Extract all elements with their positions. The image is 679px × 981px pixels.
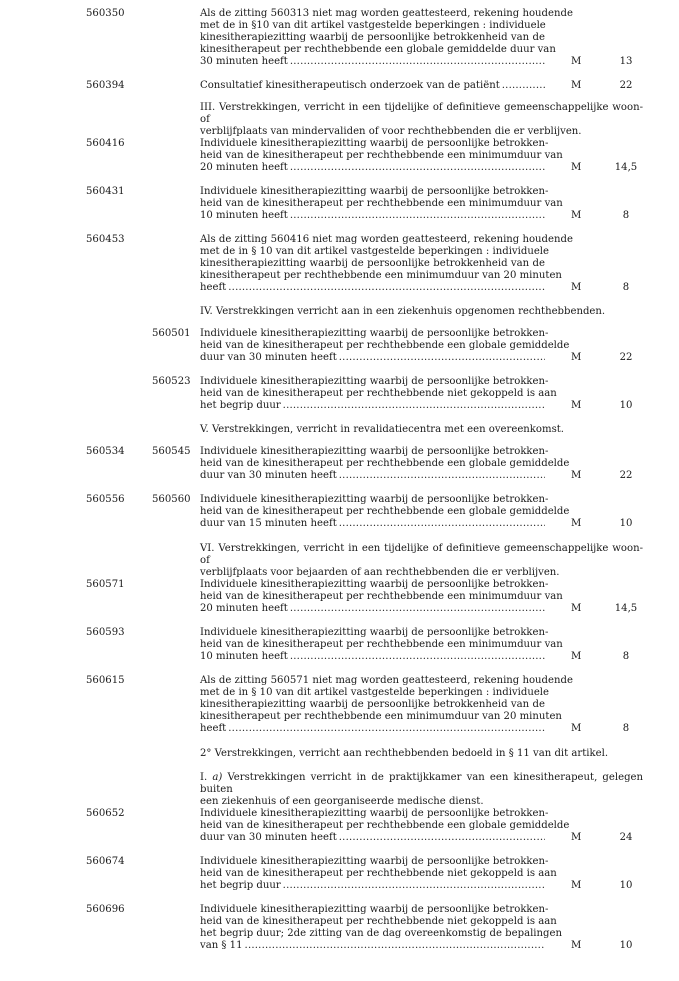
key-letter: M [571, 80, 582, 91]
dot-leader [283, 880, 545, 892]
entry-description [200, 904, 562, 952]
description-last-line [200, 80, 545, 92]
nomenclature-code: 560593 [86, 627, 125, 638]
coefficient-value: 8 [622, 651, 630, 662]
heading-line [200, 306, 643, 318]
heading-text: verblijfplaats van mindervaliden of voor rechthebbenden die er verblijven. [200, 126, 582, 137]
entry-description [200, 80, 545, 92]
entry-description [200, 234, 573, 294]
description-line: kinesitherapeut per rechthebbende een globale gemiddelde duur van [200, 44, 556, 55]
nomenclature-code-secondary: 560501 [152, 328, 191, 339]
section-heading [200, 772, 643, 808]
nomenclature-code: 560431 [86, 186, 125, 197]
description-line: heid van de kinesitherapeut per rechthebbende een globale gemiddelde [200, 340, 570, 351]
section-heading [200, 748, 643, 760]
entry-description [200, 138, 563, 174]
coefficient-value: 10 [619, 400, 633, 411]
description-last-line [200, 832, 545, 844]
description-text: duur van 30 minuten heeft [200, 352, 337, 363]
description-line: Individuele kinesitherapiezitting waarbij de persoonlijke betrokken- [200, 138, 549, 149]
nomenclature-code: 560674 [86, 856, 125, 867]
description-line: heid van de kinesitherapeut per rechthebbende een globale gemiddelde [200, 506, 570, 517]
description-last-line [200, 603, 545, 615]
description-line: met de in § 10 van dit artikel vastgestelde beperkingen : individuele [200, 246, 549, 257]
description-line: Als de zitting 560571 niet mag worden geattesteerd, rekening houdende [200, 675, 573, 686]
entry-description [200, 8, 573, 68]
key-letter: M [571, 282, 582, 293]
description-text: heeft [200, 723, 227, 734]
section-heading [200, 306, 643, 318]
description-line: Individuele kinesitherapiezitting waarbij de persoonlijke betrokken- [200, 186, 549, 197]
description-line: Individuele kinesitherapiezitting waarbij de persoonlijke betrokken- [200, 376, 549, 387]
heading-line [200, 543, 643, 567]
key-letter: M [571, 940, 582, 951]
description-line: kinesitherapiezitting waarbij de persoonlijke betrokkenheid van de [200, 32, 545, 43]
nomenclature-code: 560416 [86, 138, 125, 149]
description-text: duur van 30 minuten heeft [200, 470, 337, 481]
description-line: Individuele kinesitherapiezitting waarbij de persoonlijke betrokken- [200, 328, 549, 339]
description-text: heeft [200, 282, 227, 293]
description-text: het begrip duur [200, 880, 281, 891]
coefficient-value: 8 [622, 723, 630, 734]
description-last-line [200, 518, 545, 530]
description-line: heid van de kinesitherapeut per rechthebbende een globale gemiddelde [200, 458, 570, 469]
description-line: Individuele kinesitherapiezitting waarbij de persoonlijke betrokken- [200, 627, 549, 638]
dot-leader [339, 832, 545, 844]
description-last-line [200, 880, 545, 892]
key-letter: M [571, 470, 582, 481]
description-last-line [200, 56, 545, 68]
description-last-line [200, 400, 545, 412]
entry-description [200, 328, 570, 364]
description-line: kinesitherapeut per rechthebbende een minimumduur van 20 minuten [200, 270, 562, 281]
nomenclature-code: 560350 [86, 8, 125, 19]
heading-text: Verstrekkingen verricht in de praktijkkamer van een kinesitherapeut, gelegen buiten [200, 772, 643, 795]
nomenclature-code: 560571 [86, 579, 125, 590]
heading-line [200, 126, 643, 138]
entry-description [200, 627, 563, 663]
section-heading [200, 102, 643, 138]
description-line: heid van de kinesitherapeut per rechthebbende een globale gemiddelde [200, 820, 570, 831]
coefficient-value: 8 [622, 282, 630, 293]
heading-line [200, 772, 643, 796]
heading-text: III. Verstrekkingen, verricht in een tijdelijke of definitieve gemeenschappelijke woon- of [200, 102, 643, 125]
heading-text: 2° Verstrekkingen, verricht aan rechthebbenden bedoeld in § 11 van dit artikel. [200, 748, 609, 759]
key-letter: M [571, 651, 582, 662]
description-text: duur van 30 minuten heeft [200, 832, 337, 843]
coefficient-value: 10 [619, 518, 633, 529]
entry-description [200, 376, 557, 412]
section-heading [200, 424, 643, 436]
nomenclature-code: 560453 [86, 234, 125, 245]
dot-leader [290, 603, 545, 615]
dot-leader [290, 210, 545, 222]
dot-leader [245, 940, 545, 952]
dot-leader [339, 352, 545, 364]
key-letter: M [571, 210, 582, 221]
nomenclature-code: 560696 [86, 904, 125, 915]
section-heading [200, 543, 643, 579]
key-letter: M [571, 880, 582, 891]
key-letter: M [571, 832, 582, 843]
heading-text: V. Verstrekkingen, verricht in revalidatiecentra met een overeenkomst. [200, 424, 565, 435]
description-last-line [200, 210, 545, 222]
nomenclature-code-secondary: 560560 [152, 494, 191, 505]
key-letter: M [571, 603, 582, 614]
nomenclature-code: 560394 [86, 80, 125, 91]
description-line: Als de zitting 560313 niet mag worden geattesteerd, rekening houdende [200, 8, 573, 19]
heading-text: VI. Verstrekkingen, verricht in een tijdelijke of definitieve gemeenschappelijke woon- of [200, 543, 643, 566]
description-line: Als de zitting 560416 niet mag worden geattesteerd, rekening houdende [200, 234, 573, 245]
nomenclature-code-secondary: 560523 [152, 376, 191, 387]
heading-line [200, 796, 643, 808]
nomenclature-code: 560652 [86, 808, 125, 819]
coefficient-value: 8 [622, 210, 630, 221]
description-line: met de in § 10 van dit artikel vastgestelde beperkingen : individuele [200, 687, 549, 698]
dot-leader [283, 400, 545, 412]
dot-leader [290, 651, 545, 663]
coefficient-value: 10 [619, 880, 633, 891]
description-last-line [200, 651, 545, 663]
entry-description [200, 808, 570, 844]
coefficient-value: 14,5 [614, 162, 638, 173]
description-line: heid van de kinesitherapeut per rechthebbende een minimumduur van [200, 591, 563, 602]
heading-prefix: I. [200, 772, 213, 783]
entry-description [200, 579, 563, 615]
description-line: Individuele kinesitherapiezitting waarbij de persoonlijke betrokken- [200, 494, 549, 505]
description-text: van § 11 [200, 940, 243, 951]
description-line: met de in §10 van dit artikel vastgestelde beperkingen : individuele [200, 20, 546, 31]
dot-leader [339, 470, 545, 482]
heading-line [200, 748, 643, 760]
entry-description [200, 186, 563, 222]
description-line: Individuele kinesitherapiezitting waarbij de persoonlijke betrokken- [200, 808, 549, 819]
dot-leader [290, 56, 545, 68]
coefficient-value: 22 [619, 80, 633, 91]
description-last-line [200, 352, 545, 364]
description-line: Individuele kinesitherapiezitting waarbij de persoonlijke betrokken- [200, 856, 549, 867]
description-last-line [200, 282, 545, 294]
entry-description [200, 856, 557, 892]
heading-line [200, 424, 643, 436]
description-line: heid van de kinesitherapeut per rechthebbende niet gekoppeld is aan [200, 868, 557, 879]
nomenclature-code: 560615 [86, 675, 125, 686]
coefficient-value: 14,5 [614, 603, 638, 614]
coefficient-value: 10 [619, 940, 633, 951]
description-line: heid van de kinesitherapeut per rechthebbende een minimumduur van [200, 198, 563, 209]
key-letter: M [571, 723, 582, 734]
heading-text: IV. Verstrekkingen verricht aan in een ziekenhuis opgenomen rechthebbenden. [200, 306, 606, 317]
description-last-line [200, 940, 545, 952]
key-letter: M [571, 518, 582, 529]
coefficient-value: 24 [619, 832, 633, 843]
key-letter: M [571, 56, 582, 67]
description-line: heid van de kinesitherapeut per rechthebbende niet gekoppeld is aan [200, 388, 557, 399]
description-text: 10 minuten heeft [200, 651, 288, 662]
description-line: Individuele kinesitherapiezitting waarbij de persoonlijke betrokken- [200, 446, 549, 457]
dot-leader [228, 723, 545, 735]
description-text: 30 minuten heeft [200, 56, 288, 67]
entry-description [200, 675, 573, 735]
description-text: 20 minuten heeft [200, 162, 288, 173]
description-text: 20 minuten heeft [200, 603, 288, 614]
dot-leader [290, 162, 545, 174]
description-line: kinesitherapiezitting waarbij de persoonlijke betrokkenheid van de [200, 258, 545, 269]
description-line: heid van de kinesitherapeut per rechthebbende een minimumduur van [200, 150, 563, 161]
entry-description [200, 494, 570, 530]
heading-letter: a) [212, 772, 223, 783]
description-line: Individuele kinesitherapiezitting waarbij de persoonlijke betrokken- [200, 579, 549, 590]
coefficient-value: 22 [619, 352, 633, 363]
description-text: duur van 15 minuten heeft [200, 518, 337, 529]
nomenclature-code: 560556 [86, 494, 125, 505]
description-line: heid van de kinesitherapeut per rechthebbende niet gekoppeld is aan [200, 916, 557, 927]
key-letter: M [571, 400, 582, 411]
description-line: het begrip duur; 2de zitting van de dag overeenkomstig de bepalingen [200, 928, 562, 939]
description-text: het begrip duur [200, 400, 281, 411]
description-text: Consultatief kinesitherapeutisch onderzoek van de patiënt [200, 80, 500, 91]
dot-leader [228, 282, 545, 294]
dot-leader [502, 80, 545, 92]
dot-leader [339, 518, 545, 530]
description-line: kinesitherapiezitting waarbij de persoonlijke betrokkenheid van de [200, 699, 545, 710]
nomenclature-code: 560534 [86, 446, 125, 457]
description-last-line [200, 470, 545, 482]
heading-text: verblijfplaats voor bejaarden of aan rechthebbenden die er verblijven. [200, 567, 560, 578]
heading-text: een ziekenhuis of een georganiseerde medische dienst. [200, 796, 484, 807]
heading-line [200, 102, 643, 126]
heading-line [200, 567, 643, 579]
coefficient-value: 22 [619, 470, 633, 481]
key-letter: M [571, 162, 582, 173]
description-last-line [200, 723, 545, 735]
description-line: kinesitherapeut per rechthebbende een minimumduur van 20 minuten [200, 711, 562, 722]
description-last-line [200, 162, 545, 174]
nomenclature-code-secondary: 560545 [152, 446, 191, 457]
description-line: heid van de kinesitherapeut per rechthebbende een minimumduur van [200, 639, 563, 650]
entry-description [200, 446, 570, 482]
description-line: Individuele kinesitherapiezitting waarbij de persoonlijke betrokken- [200, 904, 549, 915]
coefficient-value: 13 [619, 56, 633, 67]
key-letter: M [571, 352, 582, 363]
description-text: 10 minuten heeft [200, 210, 288, 221]
